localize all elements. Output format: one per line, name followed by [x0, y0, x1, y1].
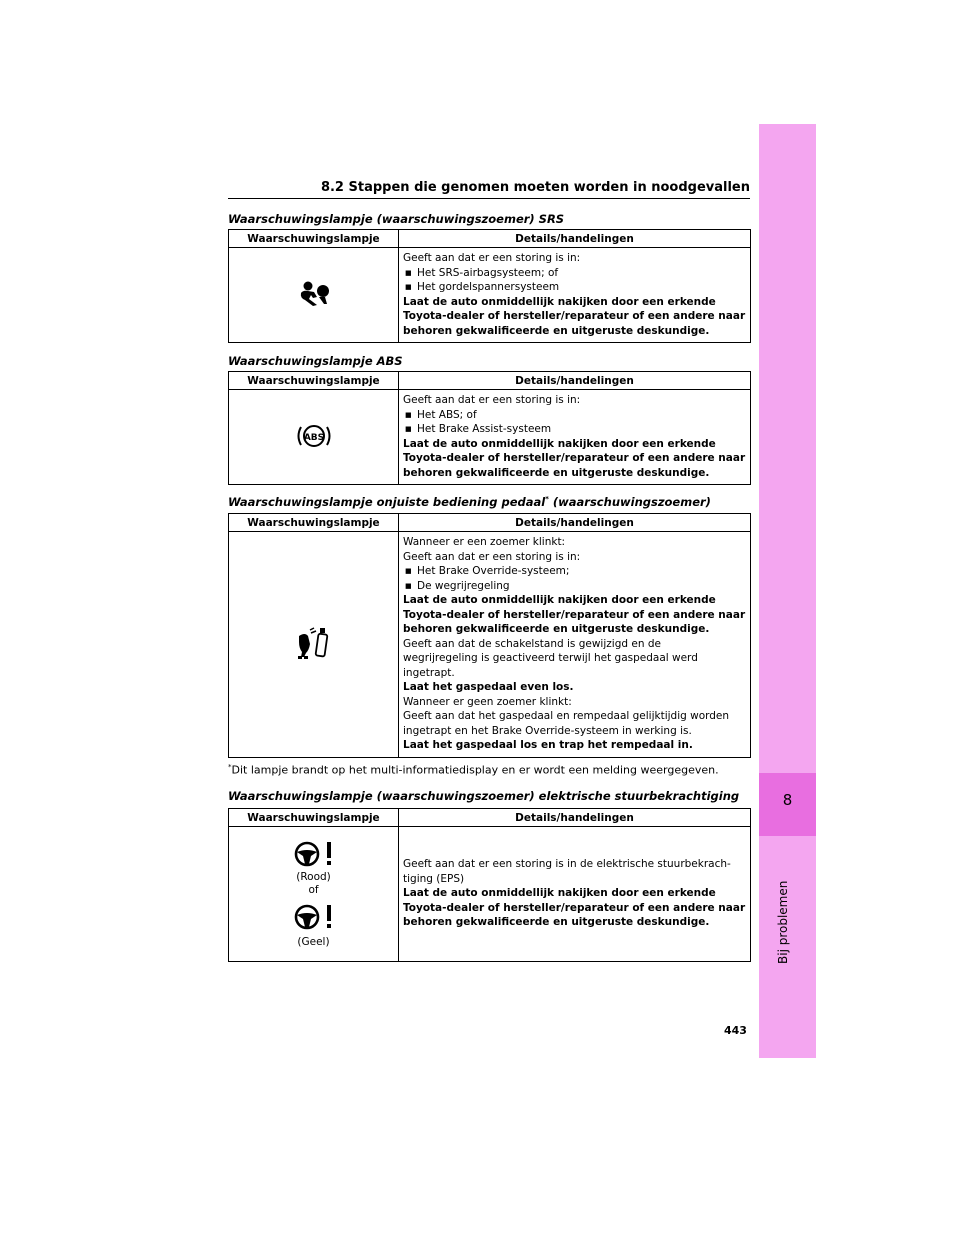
pedal-table — [228, 513, 751, 758]
detail-line: ingetrapt en het Brake Override-systeem in werking is. — [403, 724, 692, 737]
caption-yellow: (Geel) — [297, 935, 330, 948]
column-header-lamp: Waarschuwingslampje — [229, 372, 399, 390]
pedal-warning-icon — [296, 626, 332, 660]
detail-instruction: Laat de auto onmiddellijk nakijken door een erkende — [403, 887, 716, 900]
detail-instruction: behoren gekwalificeerde en uitgeruste deskundige. — [403, 466, 710, 479]
lamp-cell — [229, 532, 399, 758]
lamp-cell — [229, 390, 399, 485]
column-header-lamp: Waarschuwingslampje — [229, 809, 399, 827]
details-cell — [399, 248, 751, 343]
chapter-sidebar — [759, 124, 816, 1058]
detail-line: wegrijregeling is geactiveerd terwijl het gaspedaal werd — [403, 652, 698, 664]
column-header-lamp: Waarschuwingslampje — [229, 514, 399, 532]
detail-instruction: Laat de auto onmiddellijk nakijken door een erkende — [403, 594, 716, 606]
detail-line: Geeft aan dat er een storing is in: — [403, 252, 581, 264]
detail-instruction: Laat de auto onmiddellijk nakijken door een erkende — [403, 295, 716, 308]
detail-instruction: behoren gekwalificeerde en uitgeruste deskundige. — [403, 324, 710, 337]
column-header-details: Details/handelingen — [399, 230, 751, 248]
section-title-suffix: (waarschuwingszoemer) — [548, 495, 711, 509]
column-header-details: Details/handelingen — [399, 372, 751, 390]
details-cell — [399, 827, 751, 962]
detail-line: Geeft aan dat de schakelstand is gewijzigd en de — [403, 637, 661, 650]
details-cell — [399, 390, 751, 485]
abs-icon — [294, 422, 334, 450]
chapter-number: 8 — [782, 791, 793, 809]
abs-icon-label: ABS — [303, 432, 324, 443]
detail-instruction: Toyota-dealer of hersteller/reparateur of een andere naar — [403, 310, 746, 322]
column-header-details: Details/handelingen — [399, 809, 751, 827]
footnote — [228, 763, 719, 777]
column-header-details: Details/handelingen — [399, 514, 751, 532]
detail-instruction: Toyota-dealer of hersteller/reparateur of een andere naar — [403, 608, 746, 621]
detail-bullet: ■ Het SRS-airbagsysteem; of — [403, 266, 746, 281]
page-number: 443 — [724, 1024, 747, 1037]
detail-instruction: Toyota-dealer of hersteller/reparateur of een andere naar — [403, 901, 746, 914]
detail-line: Geeft aan dat er een storing is in de elektrische stuurbekrach- — [403, 858, 731, 871]
column-header-lamp: Waarschuwingslampje — [229, 230, 399, 248]
detail-bullet: ■ De wegrijregeling — [403, 579, 746, 594]
detail-instruction: behoren gekwalificeerde en uitgeruste deskundige. — [403, 623, 710, 635]
steering-warning-icon — [293, 840, 335, 868]
detail-line: Geeft aan dat het gaspedaal en rempedaal gelijktijdig worden — [403, 710, 730, 722]
footnote-text: Dit lampje brandt op het multi-informatiedisplay en er wordt een melding weergegeven. — [231, 763, 719, 777]
detail-line: Geeft aan dat er een storing is in: — [403, 394, 581, 406]
section-title-srs: Waarschuwingslampje (waarschuwingszoemer) SRS — [228, 212, 565, 226]
steering-warning-icon — [293, 903, 335, 931]
srs-airbag-icon — [297, 281, 331, 307]
detail-line: Wanneer er geen zoemer klinkt: — [403, 695, 572, 708]
detail-bullet: ■ Het Brake Assist-systeem — [403, 422, 746, 437]
detail-line: Geeft aan dat er een storing is in: — [403, 550, 581, 563]
detail-instruction: Toyota-dealer of hersteller/reparateur of een andere naar — [403, 452, 746, 464]
details-cell — [399, 532, 751, 758]
section-title-eps: Waarschuwingslampje (waarschuwingszoemer) elektrische stuurbekrachtiging — [228, 789, 740, 803]
detail-bullet: ■ Het ABS; of — [403, 408, 746, 423]
eps-table — [228, 808, 751, 962]
caption-red: (Rood) — [296, 870, 331, 883]
srs-table — [228, 229, 751, 343]
detail-line: ingetrapt. — [403, 666, 455, 679]
section-title-pedal — [228, 495, 711, 509]
caption-or: of — [308, 883, 319, 896]
footnote-mark: * — [545, 495, 549, 504]
section-title-text: Waarschuwingslampje onjuiste bediening pedaal — [228, 495, 546, 509]
detail-line: Wanneer er een zoemer klinkt: — [403, 536, 566, 548]
abs-table — [228, 371, 751, 485]
detail-line: tiging (EPS) — [403, 872, 465, 885]
section-title-abs: Waarschuwingslampje ABS — [228, 354, 403, 368]
chapter-title: Bij problemen — [776, 880, 790, 964]
detail-instruction: Laat de auto onmiddellijk nakijken door een erkende — [403, 437, 716, 450]
detail-bullet: ■ Het Brake Override-systeem; — [403, 564, 746, 579]
detail-instruction: Laat het gaspedaal even los. — [403, 681, 574, 693]
detail-instruction: behoren gekwalificeerde en uitgeruste deskundige. — [403, 916, 710, 929]
footnote-mark: * — [228, 763, 232, 771]
lamp-cell — [229, 248, 399, 343]
lamp-cell — [229, 827, 399, 962]
detail-instruction: Laat het gaspedaal los en trap het rempedaal in. — [403, 739, 693, 751]
page-header: 8.2 Stappen die genomen moeten worden in noodgevallen — [228, 180, 750, 199]
detail-bullet: ■ Het gordelspannersysteem — [403, 280, 746, 295]
